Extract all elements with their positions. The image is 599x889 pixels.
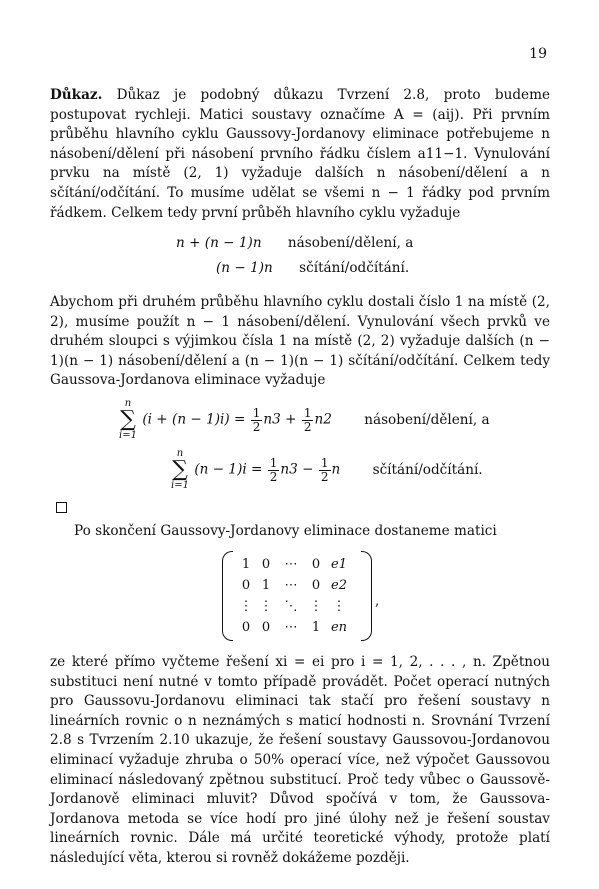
page-number: 19 [529, 46, 547, 62]
label: sčítání/odčítání. [299, 260, 410, 276]
qed-box [56, 502, 67, 513]
sum-symbol: n ∑ i=1 [119, 398, 137, 441]
matrix-cell: 0 [241, 620, 251, 635]
right-parenthesis [361, 551, 372, 641]
display-equation-2-row2: n ∑ i=1 (n − 1)i = $\frac{1}{2}$ n3 − $\frac{1}{2}$ n sčítání/odčítání. [171, 448, 483, 491]
matrix-cell: en [330, 620, 348, 635]
left-parenthesis [222, 551, 233, 641]
paragraph-3: Po skončení Gaussovy-Jordanovy eliminace dostaneme matici [74, 523, 497, 539]
matrix-cell: 0 [261, 620, 271, 635]
matrix-grid [236, 554, 352, 638]
paragraph-2: Abychom při druhém průběhu hlavního cyklu dostali číslo 1 na místě (2, 2), musíme použít n − 1 násobení/dělení. Vynulování všech prvků ve druhém sloupci s výjimkou čísla 1 na místě (2, 2) vyžaduje dalších (n − 1)(n − 1) násobení/dělení a (n − 1)(n − 1) sčítání/odčítání. Celkem tedy Gaussova-Jordanova eliminace vyžaduje [50, 294, 550, 389]
label: násobení/dělení, a [287, 235, 414, 251]
matrix-cell: 1 [261, 578, 271, 593]
matrix [222, 551, 372, 641]
fraction: $\frac{1}{2}$ [303, 405, 312, 434]
matrix-cell: 1 [241, 557, 251, 572]
label: násobení/dělení, a [364, 411, 490, 428]
matrix-cell: 0 [311, 578, 321, 593]
display-equation-2-row1: n ∑ i=1 (i + (n − 1)i) = $\frac{1}{2}$ n3 + $\frac{1}{2}$ n2 násobení/dělení, a [119, 398, 490, 441]
matrix-cell: 0 [241, 578, 251, 593]
paragraph-4: ze které přímo vyčteme řešení xi = ei pro i = 1, 2, . . . , n. Zpětnou substituci není nutné v tomto případě provádět. Počet operací nutných pro Gaussovu-Jordanovu eliminaci tak stačí pro řešení soustavy n lineárních rovnic o n neznámých s maticí hodnosti n. Srovnání Tvrzení 2.8 s Tvrzením 2.10 ukazuje, že řešení soustavy Gaussovou-Jordanovou eliminací vyžaduje zhruba o 50% operací více, než výpočet Gaussovou eliminací následovaný zpětnou substitucí. Proč tedy vůbec o Gaussově-Jordanově eliminaci mluvit? Důvod spočívá v tom, že Gaussova-Jordanova metoda se více hodí pro jiné úlohy než je řešení soustav lineárních rovnic. Dále má určité teoretické výhody, protože platí následující věta, kterou si rovněž dokážeme později. [50, 654, 550, 866]
matrix-cell: ⋮ [259, 599, 273, 614]
display-equation-1-row2 [216, 260, 409, 276]
expr: (n − 1)n [216, 260, 273, 276]
sum-symbol: n ∑ i=1 [171, 448, 189, 491]
fraction: $\frac{1}{2}$ [320, 455, 329, 484]
matrix-cell: ⋯ [284, 557, 298, 572]
expr: n + (n − 1)n [176, 235, 262, 251]
matrix-cell: 1 [311, 620, 321, 635]
matrix-cell: ⋯ [284, 578, 298, 593]
matrix-cell: 0 [311, 557, 321, 572]
fraction: $\frac{1}{2}$ [252, 405, 261, 434]
matrix-cell: ⋮ [239, 599, 253, 614]
matrix-cell: ⋮ [332, 599, 346, 614]
matrix-cell: ⋯ [284, 620, 298, 635]
matrix-cell: ⋱ [284, 599, 298, 614]
matrix-cell: e2 [331, 578, 347, 593]
proof-text: Důkaz je podobný důkazu Tvrzení 2.8, proto budeme postupovat rychleji. Matici soustavy označíme A = (aij). Při prvním průběhu hlavního cyklu Gaussovy-Jordanovy eliminace potřebujeme n násobení/dělení při násobení prvního řádku číslem a11−1. Vynulování prvku na místě (2, 1) vyžaduje dalších n násobení/dělení a n sčítání/odčítání. To musíme udělat se všemi n − 1 řádky pod prvním řádkem. Celkem tedy první průběh hlavního cyklu vyžaduje [50, 87, 551, 221]
matrix-cell: ⋮ [309, 599, 323, 614]
display-equation-1-row1 [176, 235, 413, 251]
matrix-cell: e1 [331, 557, 347, 572]
matrix-cell: 0 [261, 557, 271, 572]
proof-paragraph [50, 86, 550, 223]
label: sčítání/odčítání. [372, 461, 483, 478]
fraction: $\frac{1}{2}$ [269, 455, 278, 484]
matrix-punctuation: , [375, 593, 380, 609]
proof-label: Důkaz. [50, 87, 103, 103]
